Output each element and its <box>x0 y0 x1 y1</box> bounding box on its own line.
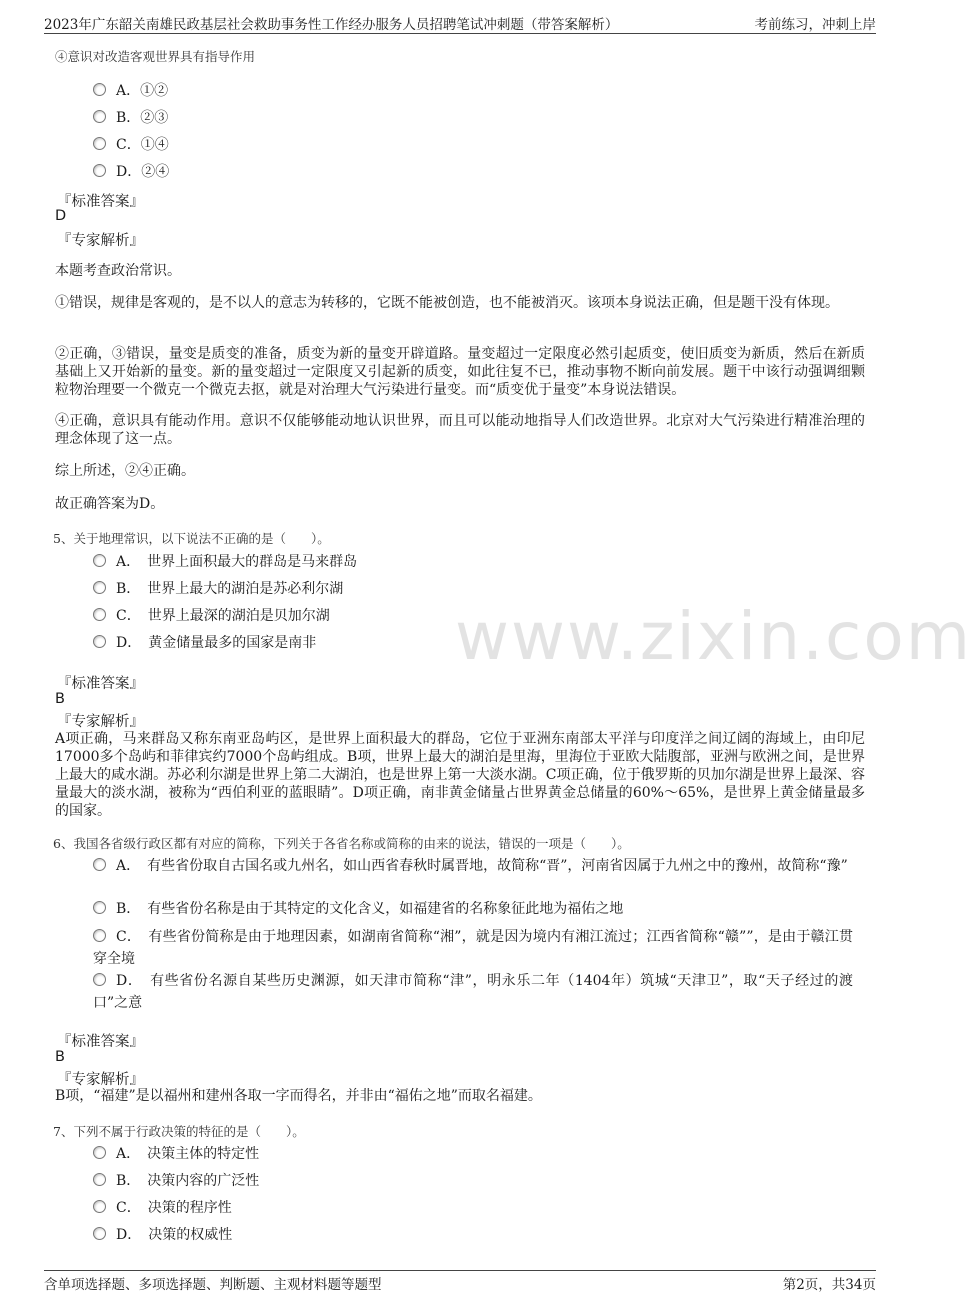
page-number: 第2页，共34页 <box>782 1277 876 1293</box>
radio-icon[interactable] <box>93 1146 106 1159</box>
q5-option-a[interactable]: A． 世界上面积最大的群岛是马来群岛 <box>93 551 357 571</box>
q5-answer-label: 『标准答案』 <box>57 676 144 692</box>
q4-analysis-p4: ④正确，意识具有能动作用。意识不仅能够能动地认识世界，而且可以能动地指导人们改造世界。北京对大气污染进行精准治理的理念体现了这一点。 <box>55 413 865 447</box>
q4-analysis-p6: 故正确答案为D。 <box>55 496 165 512</box>
q5-option-b[interactable]: B． 世界上最大的湖泊是苏必利尔湖 <box>93 578 343 598</box>
q6-analysis-label: 『专家解析』 <box>57 1072 144 1088</box>
q5-analysis-label: 『专家解析』 <box>57 714 144 730</box>
radio-icon[interactable] <box>93 973 106 986</box>
q5-answer: B <box>55 691 65 707</box>
page-header <box>44 11 876 34</box>
radio-icon[interactable] <box>93 1227 106 1240</box>
radio-icon[interactable] <box>93 635 106 648</box>
q4-analysis-p3: ②正确，③错误，量变是质变的准备，质变为新的量变开辟道路。量变超过一定限度必然引起质变，使旧质变为新质，然后在新质基础上又开始新的量变。新的量变超过一定限度又引起新的质变，如此往复不已，推动事物不断向前发展。题干中该行动强调细颗粒物治理要一个微克一个微克去抠，就是对治理大气污染进行量变。而“质变优于量变”本身说法错误。 <box>55 346 865 398</box>
q6-option-d[interactable]: D． 有些省份名源自某些历史渊源，如天津市简称“津”，明永乐二年（1404年）筑城“天津卫”，取“天子经过的渡口”之意 <box>93 973 853 1011</box>
q4-analysis-p5: 综上所述，②④正确。 <box>55 463 195 479</box>
q4-analysis-p2: ①错误，规律是客观的，是不以人的意志为转移的，它既不能被创造，也不能被消灭。该项本身说法正确，但是题干没有体现。 <box>55 295 839 311</box>
q5-option-c[interactable]: C． 世界上最深的湖泊是贝加尔湖 <box>93 605 330 625</box>
header-slogan: 考前练习，冲刺上岸 <box>754 17 876 33</box>
radio-icon[interactable] <box>93 901 106 914</box>
q6-option-a[interactable]: A． 有些省份取自古国名或九州名，如山西省春秋时属晋地，故简称“晋”，河南省因属于九州之中的豫州，故简称“豫” <box>93 855 853 877</box>
radio-icon[interactable] <box>93 137 106 150</box>
radio-icon[interactable] <box>93 581 106 594</box>
radio-icon[interactable] <box>93 1173 106 1186</box>
q6-analysis: B项，“福建”是以福州和建州各取一字而得名，并非由“福佑之地”而取名福建。 <box>55 1088 542 1104</box>
radio-icon[interactable] <box>93 110 106 123</box>
q4-option-a[interactable]: A．①② <box>93 80 168 100</box>
q4-analysis-p1: 本题考查政治常识。 <box>55 263 181 279</box>
q4-analysis-label: 『专家解析』 <box>57 233 144 249</box>
q4-answer-label: 『标准答案』 <box>57 194 144 210</box>
q4-option-b[interactable]: B．②③ <box>93 107 168 127</box>
q6-answer-label: 『标准答案』 <box>57 1034 144 1050</box>
radio-icon[interactable] <box>93 608 106 621</box>
q6-option-b[interactable]: B． 有些省份名称是由于其特定的文化含义，如福建省的名称象征此地为福佑之地 <box>93 898 853 920</box>
radio-icon[interactable] <box>93 858 106 871</box>
q7-option-c[interactable]: C． 决策的程序性 <box>93 1197 232 1217</box>
radio-icon[interactable] <box>93 1200 106 1213</box>
q5-analysis: A项正确，马来群岛又称东南亚岛屿区，是世界上面积最大的群岛，它位于亚洲东南部太平洋与印度洋之间辽阔的海域上，由印尼17000多个岛屿和菲律宾约7000个岛屿组成。B项，世界上最大的湖泊是里海，里海位于亚欧大陆腹部，亚洲与欧洲之间，是世界上最大的咸水湖。苏必利尔湖是世界上第二大湖泊，也是世界上第一大淡水湖。C项正确，位于俄罗斯的贝加尔湖是世界上最深、容量最大的淡水湖，被称为“西伯利亚的蓝眼睛”。D项正确，南非黄金储量占世界黄金总储量的60%～65%，是世界上黄金储量最多的国家。 <box>55 731 865 819</box>
question-6-stem: 6、我国各省级行政区都有对应的简称，下列关于各省名称或简称的由来的说法，错误的一项是（ ）。 <box>53 836 630 851</box>
q4-option-c[interactable]: C．①④ <box>93 134 169 154</box>
footer-note: 含单项选择题、多项选择题、判断题、主观材料题等题型 <box>44 1277 382 1293</box>
question-7-stem: 7、下列不属于行政决策的特征的是（ ）。 <box>53 1124 305 1139</box>
radio-icon[interactable] <box>93 164 106 177</box>
question-4-tail: ④意识对改造客观世界具有指导作用 <box>55 49 256 64</box>
q4-answer: D <box>55 208 67 224</box>
q7-option-a[interactable]: A． 决策主体的特定性 <box>93 1143 259 1163</box>
q4-option-d[interactable]: D．②④ <box>93 161 169 181</box>
watermark: www.zixin.com <box>455 598 972 675</box>
header-title: 2023年广东韶关南雄民政基层社会救助事务性工作经办服务人员招聘笔试冲刺题（带答案解析） <box>44 17 619 33</box>
q7-option-b[interactable]: B． 决策内容的广泛性 <box>93 1170 259 1190</box>
q5-option-d[interactable]: D． 黄金储量最多的国家是南非 <box>93 632 316 652</box>
q6-answer: B <box>55 1049 65 1065</box>
question-5-stem: 5、关于地理常识，以下说法不正确的是（ ）。 <box>53 531 330 546</box>
page-footer <box>44 1270 876 1293</box>
radio-icon[interactable] <box>93 554 106 567</box>
q6-option-c[interactable]: C． 有些省份简称是由于地理因素，如湖南省简称“湘”，就是因为境内有湘江流过；江西省简称“赣””，是由于赣江贯穿全境 <box>93 929 853 967</box>
radio-icon[interactable] <box>93 83 106 96</box>
radio-icon[interactable] <box>93 929 106 942</box>
q7-option-d[interactable]: D． 决策的权威性 <box>93 1224 232 1244</box>
